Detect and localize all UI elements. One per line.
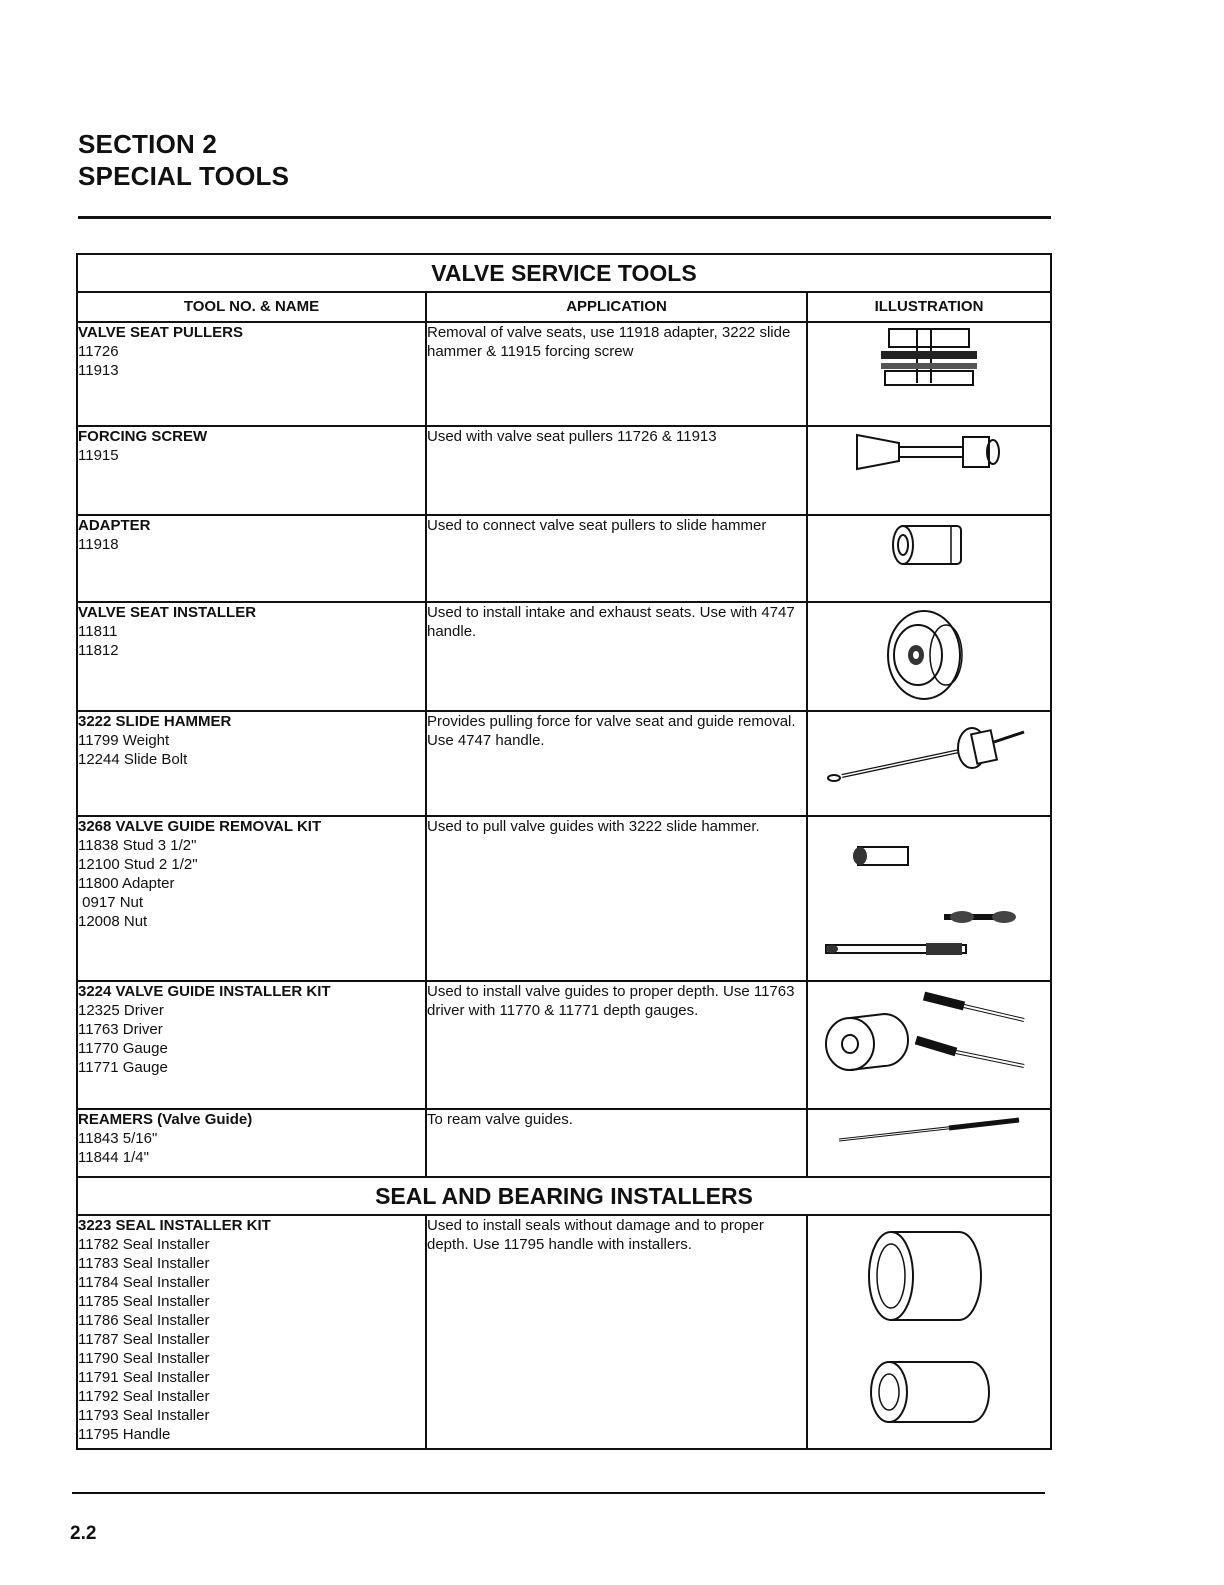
- application-cell: Used to install seals without damage and to proper depth. Use 11795 handle with installers.: [426, 1215, 807, 1449]
- tool-number: 11800 Adapter: [78, 875, 175, 892]
- tool-number: 11793 Seal Installer: [78, 1407, 210, 1424]
- table-row: [77, 322, 1051, 426]
- slide-hammer-illustration: [824, 712, 1034, 792]
- tool-name-cell: [77, 515, 426, 602]
- tool-number: 11784 Seal Installer: [78, 1274, 210, 1291]
- tool-name-cell: [77, 1109, 426, 1177]
- tool-number: 11783 Seal Installer: [78, 1255, 210, 1272]
- tool-number: 11915: [78, 447, 119, 464]
- tool-number: 11786 Seal Installer: [78, 1312, 210, 1329]
- tool-name: VALVE SEAT INSTALLER: [78, 604, 257, 621]
- tool-number: 11726: [78, 343, 119, 360]
- application-cell: Used to connect valve seat pullers to slide hammer: [426, 515, 807, 602]
- application-cell: Used to pull valve guides with 3222 slide hammer.: [426, 816, 807, 981]
- tools-table: [76, 253, 1052, 1450]
- section-number: SECTION 2: [78, 129, 218, 159]
- tool-number: 11771 Gauge: [78, 1059, 168, 1076]
- tool-number: 11782 Seal Installer: [78, 1236, 210, 1253]
- tool-number: 11791 Seal Installer: [78, 1369, 210, 1386]
- illustration-cell: [807, 816, 1051, 981]
- tool-name: VALVE SEAT PULLERS: [78, 324, 244, 341]
- illustration-cell: [807, 602, 1051, 711]
- application-cell: Removal of valve seats, use 11918 adapter, 3222 slide hammer & 11915 forcing screw: [426, 322, 807, 426]
- forcing-screw-illustration: [849, 427, 1009, 477]
- adapter-illustration: [879, 516, 979, 572]
- tool-number: 11787 Seal Installer: [78, 1331, 210, 1348]
- illustration-cell: [807, 426, 1051, 515]
- tool-name-cell: [77, 981, 426, 1109]
- valve-service-tools-title: VALVE SERVICE TOOLS: [77, 254, 1051, 292]
- tool-number: 11770 Gauge: [78, 1040, 168, 1057]
- application-cell: Provides pulling force for valve seat and guide removal. Use 4747 handle.: [426, 711, 807, 816]
- tool-number: 12008 Nut: [78, 913, 148, 930]
- tool-name: 3224 VALVE GUIDE INSTALLER KIT: [78, 983, 331, 1000]
- valve-guide-removal-kit-illustration: [814, 817, 1044, 957]
- tool-number: 11843 5/16": [78, 1130, 158, 1147]
- illustration-cell: [807, 322, 1051, 426]
- tool-number: 12325 Driver: [78, 1002, 164, 1019]
- page-number: 2.2: [70, 1523, 97, 1544]
- column-header-illustration: ILLUSTRATION: [807, 292, 1051, 322]
- table-row: [77, 602, 1051, 711]
- tool-name: 3223 SEAL INSTALLER KIT: [78, 1217, 271, 1234]
- illustration-cell: [807, 981, 1051, 1109]
- bottom-rule: [72, 1492, 1045, 1494]
- illustration-cell: [807, 1215, 1051, 1449]
- reamer-illustration: [829, 1110, 1029, 1150]
- tool-number: 11812: [78, 642, 119, 659]
- tool-number: 12100 Stud 2 1/2": [78, 856, 198, 873]
- tool-number: 12244 Slide Bolt: [78, 751, 188, 768]
- application-cell: To ream valve guides.: [426, 1109, 807, 1177]
- valve-seat-installer-illustration: [874, 603, 984, 703]
- table-row: [77, 515, 1051, 602]
- illustration-cell: [807, 515, 1051, 602]
- tool-name: ADAPTER: [78, 517, 151, 534]
- tool-name: FORCING SCREW: [78, 428, 208, 445]
- application-cell: Used to install intake and exhaust seats. Use with 4747 handle.: [426, 602, 807, 711]
- tool-number: 11799 Weight: [78, 732, 170, 749]
- table-row: [77, 1109, 1051, 1177]
- application-cell: Used to install valve guides to proper depth. Use 11763 driver with 11770 & 11771 depth gauges.: [426, 981, 807, 1109]
- table-row: [77, 426, 1051, 515]
- table-row: [77, 1215, 1051, 1449]
- tool-number: 11763 Driver: [78, 1021, 163, 1038]
- illustration-cell: [807, 711, 1051, 816]
- tool-name: REAMERS (Valve Guide): [78, 1111, 253, 1128]
- column-header-application: APPLICATION: [426, 292, 807, 322]
- valve-guide-installer-kit-illustration: [814, 982, 1044, 1092]
- tool-number: 11790 Seal Installer: [78, 1350, 210, 1367]
- top-rule: [78, 216, 1051, 219]
- tool-name-cell: [77, 816, 426, 981]
- seal-installer-illustration: [849, 1216, 1009, 1436]
- table-row: [77, 711, 1051, 816]
- valve-seat-puller-illustration: [869, 323, 989, 393]
- tool-number: 11811: [78, 623, 118, 640]
- tool-number: 11918: [78, 536, 119, 553]
- seal-bearing-installers-title: SEAL AND BEARING INSTALLERS: [77, 1177, 1051, 1215]
- tool-name-cell: [77, 322, 426, 426]
- tool-name-cell: [77, 711, 426, 816]
- table-row: [77, 816, 1051, 981]
- tool-number: 11785 Seal Installer: [78, 1293, 210, 1310]
- tool-name: 3222 SLIDE HAMMER: [78, 713, 232, 730]
- illustration-cell: [807, 1109, 1051, 1177]
- column-header-tool: TOOL NO. & NAME: [77, 292, 426, 322]
- tool-name-cell: [77, 602, 426, 711]
- tool-number: 11838 Stud 3 1/2": [78, 837, 197, 854]
- tool-number: 0917 Nut: [78, 894, 144, 911]
- tool-number: 11792 Seal Installer: [78, 1388, 210, 1405]
- section-title: SPECIAL TOOLS: [78, 161, 290, 191]
- application-cell: Used with valve seat pullers 11726 & 11913: [426, 426, 807, 515]
- tool-number: 11795 Handle: [78, 1426, 171, 1443]
- section-header: [78, 128, 289, 192]
- tool-number: 11844 1/4": [78, 1149, 149, 1166]
- tool-name-cell: [77, 1215, 426, 1449]
- tool-number: 11913: [78, 362, 119, 379]
- table-row: [77, 981, 1051, 1109]
- tool-name-cell: [77, 426, 426, 515]
- tool-name: 3268 VALVE GUIDE REMOVAL KIT: [78, 818, 322, 835]
